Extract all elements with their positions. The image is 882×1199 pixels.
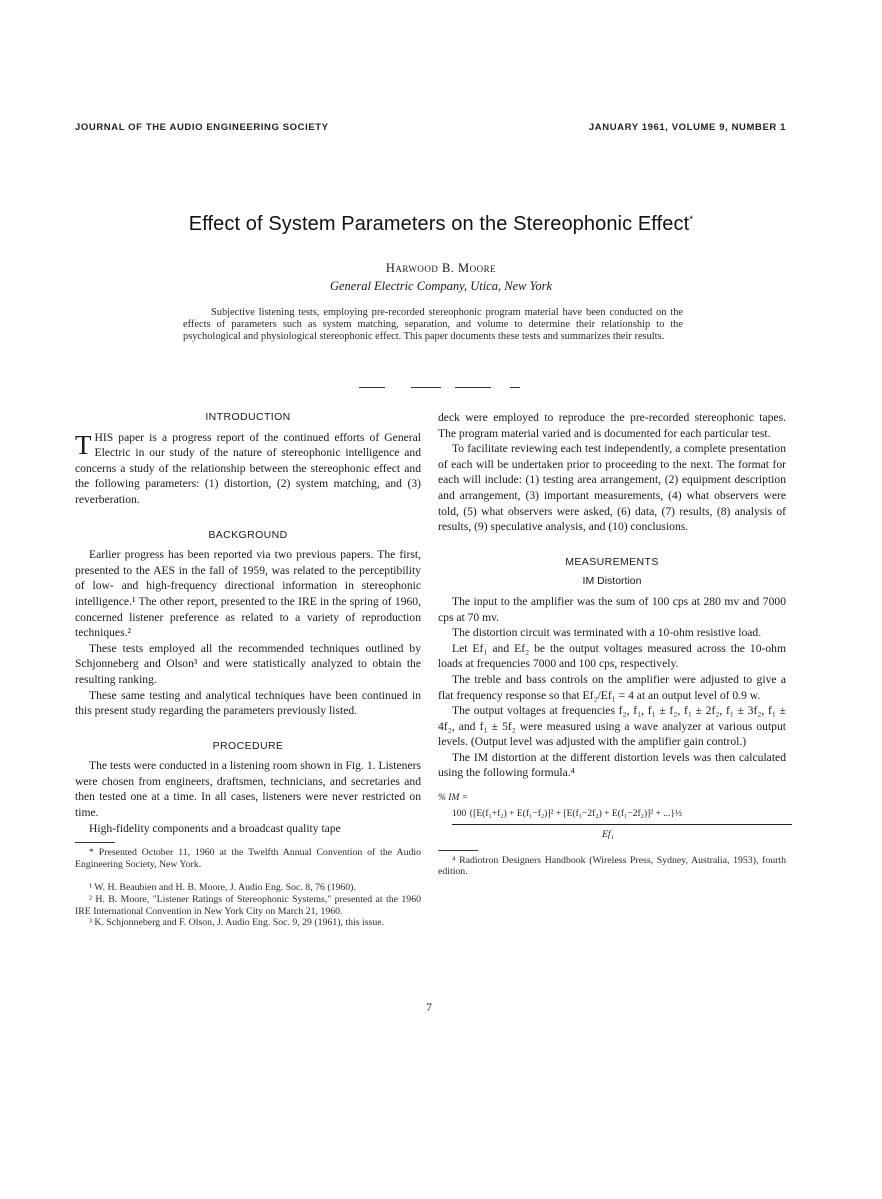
introduction-text: HIS paper is a progress report of the continued efforts of General Electric in our study of the nature of stereophonic intelligence and concerns a study of the relationship between the stereophonic effect and the following parameters: (1) distortion, (2) system matching, and (3) reverberation. (75, 430, 421, 506)
separator-rule (510, 387, 520, 388)
section-heading-measurements: MEASUREMENTS (565, 555, 659, 568)
introduction-paragraph (75, 430, 421, 508)
subsection-heading-im-distortion: IM Distortion (582, 575, 642, 588)
section-heading-background: BACKGROUND (208, 528, 288, 541)
footnote-rule (75, 842, 115, 843)
abstract: Subjective listening tests, employing pre-recorded stereophonic program material have been conducted on the effects of parameters such as system matching, separation, and volume to determine their relationship to the psychological and physiological stereophonic effect. This paper documents these tests and summarizes their results. (183, 307, 683, 343)
right-column (438, 410, 786, 878)
procedure-paragraph-1: The tests were conducted in a listening room shown in Fig. 1. Listeners were chosen from engineers, draftsmen, technicians, and secretaries and then tested one at a time. In all cases, listeners were never restricted on time. (75, 759, 421, 820)
formula-denominator: Ef₁ (602, 830, 614, 841)
measurements-paragraph-2: The distortion circuit was terminated with a 10-ohm resistive load. (452, 626, 762, 640)
format-paragraph: To facilitate reviewing each test independently, a complete presentation of each will be undertaken prior to proceeding to the next. The format for each will include: (1) testing area arrangement, (2) equipment description and arrangement, (3) important measurements, (4) what observers were told, (5) what observers were asked, (6) data, (7) results, (8) analysis of results, (9) speculative analysis, and (10) conclusions. (438, 442, 786, 534)
footnote-4: ⁴ Radiotron Designers Handbook (Wireless Press, Sydney, Australia, 1953), fourth edition. (438, 854, 786, 878)
separator-rule (411, 387, 441, 388)
measurements-paragraph-1: The input to the amplifier was the sum of 100 cps at 280 mv and 7000 cps at 70 mv. (438, 594, 786, 624)
footnote-2: ² H. B. Moore, "Listener Ratings of Stereophonic Systems," presented at the 1960 IRE International Convention in New York City on March 21, 1960. (75, 894, 421, 917)
section-heading-procedure: PROCEDURE (212, 739, 284, 752)
footnote-1: ¹ W. H. Beaubien and H. B. Moore, J. Audio Eng. Soc. 8, 76 (1960). (89, 882, 356, 894)
paper-title-text: Effect of System Parameters on the Stereophonic Effect (188, 213, 690, 235)
background-paragraph-2: These tests employed all the recommended techniques outlined by Schjonneberg and Olson³ and were statistically analyzed to obtain the resulting ranking. (75, 641, 421, 686)
footnote-rule (438, 850, 478, 851)
continued-paragraph: deck were employed to reproduce the pre-recorded stereophonic tapes. The program material varied and is documented for each particular test. (438, 411, 786, 440)
background-paragraph-1: Earlier progress has been reported via two previous papers. The first, presented to the AES in the fall of 1959, was related to the perceptibility of low- and high-frequency directional information in stereophonic intelligence.¹ The other report, presented to the IRE in the spring of 1960, concerned listener preference as related to a variety of reproduction techniques.² (75, 548, 421, 640)
separator-rule (455, 387, 491, 388)
measurements-paragraph-4: The treble and bass controls on the amplifier were adjusted to give a flat frequency response so that Ef₂/Ef₁ = 4 at an output level of 0.9 w. (438, 672, 786, 702)
procedure-paragraph-2: High-fidelity components and a broadcast quality tape (89, 821, 341, 835)
measurements-paragraph-6: The IM distortion at the different distortion levels was then calculated using the following formula.⁴ (438, 750, 786, 780)
author-name: Harwood B. Moore (385, 261, 497, 275)
section-heading-introduction: INTRODUCTION (205, 411, 291, 423)
formula-label: % IM = (438, 793, 469, 804)
page-number: 7 (426, 1000, 432, 1014)
footnote-presented: * Presented October 11, 1960 at the Twelfth Annual Convention of the Audio Engineering Society, New York. (75, 847, 421, 870)
measurements-paragraph-3: Let Ef₁ and Ef₂ be the output voltages measured across the 10-ohm loads at frequencies 7000 and 100 cps, respectively. (438, 641, 786, 671)
footnote-3: ³ K. Schjonneberg and F. Olson, J. Audio Eng. Soc. 9, 29 (1961), this issue. (89, 917, 385, 929)
author-affiliation: General Electric Company, Utica, New York (329, 279, 553, 293)
im-distortion-formula (438, 791, 786, 844)
paper-title (0, 213, 882, 236)
separator-rule (359, 387, 385, 388)
title-footnote-mark: * (689, 214, 694, 226)
drop-cap: T (75, 429, 92, 460)
background-paragraph-3: These same testing and analytical techniques have been continued in this present study regarding the parameters previously listed. (75, 688, 421, 718)
measurements-paragraph-5: The output voltages at frequencies f₂, f₁, f₁ ± f₂, f₁ ± 2f₂, f₁ ± 3f₂, f₁ ± 4f₂, and f₁ ± 5f₂ were measured using a wave analyzer at various output levels. (Output level was adjusted with the amplifier gain control.) (438, 704, 786, 749)
running-header-issue: JANUARY 1961, VOLUME 9, NUMBER 1 (588, 122, 786, 133)
formula-numerator: 100 {[E(f₁+f₂) + E(f₁−f₂)]² + [E(f₁−2f₂) + E(f₁−2f₂)]² + ...}½ (452, 807, 792, 826)
left-column (75, 410, 421, 929)
running-header-journal: JOURNAL OF THE AUDIO ENGINEERING SOCIETY (75, 122, 329, 133)
